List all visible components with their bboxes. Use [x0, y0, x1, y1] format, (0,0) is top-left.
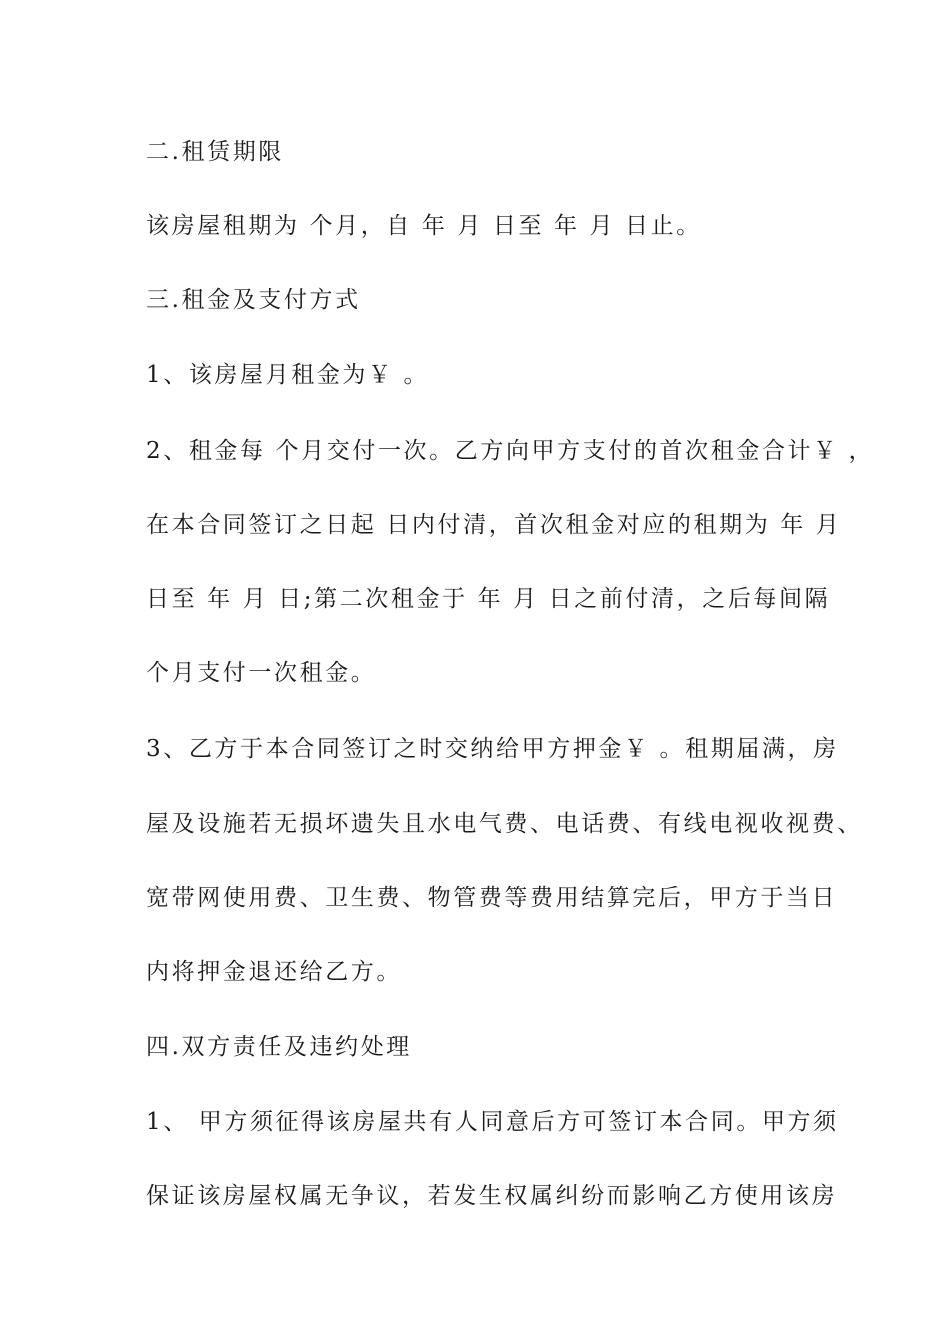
rent-clause-2-line-1: 2、租金每 个月交付一次。乙方向甲方支付的首次租金合计￥ ， [146, 438, 875, 464]
liability-clause-1-line-1: 1、 甲方须征得该房屋共有人同意后方可签订本合同。甲方须 [146, 1109, 839, 1135]
liability-clause-1-line-2: 保证该房屋权属无争议，若发生权属纠纷而影响乙方使用该房 [146, 1183, 838, 1209]
rent-clause-3-line-1: 3、乙方于本合同签订之时交纳给甲方押金￥ 。租期届满，房 [146, 736, 839, 762]
rent-clause-3-line-3: 宽带网使用费、卫生费、物管费等费用结算完后，甲方于当日 [146, 885, 838, 911]
rent-clause-2-line-2: 在本合同签订之日起 日内付清，首次租金对应的租期为 年 月 [146, 512, 842, 538]
rent-clause-3-line-4: 内将押金退还给乙方。 [146, 959, 402, 985]
section-heading-lease-term: 二.租赁期限 [146, 139, 284, 165]
rent-clause-1: 1、该房屋月租金为￥ 。 [146, 362, 430, 388]
section-heading-rent: 三.租金及支付方式 [146, 287, 361, 313]
rent-clause-2-line-3: 日至 年 月 日;第二次租金于 年 月 日之前付清，之后每间隔 [146, 586, 831, 612]
rent-clause-3-line-2: 屋及设施若无损坏遗失且水电气费、电话费、有线电视收视费、 [146, 811, 863, 837]
rent-clause-2-line-4: 个月支付一次租金。 [146, 660, 377, 686]
section-heading-liability: 四.双方责任及违约处理 [146, 1034, 412, 1060]
lease-term-text: 该房屋租期为 个月，自 年 月 日至 年 月 日止。 [146, 213, 702, 239]
